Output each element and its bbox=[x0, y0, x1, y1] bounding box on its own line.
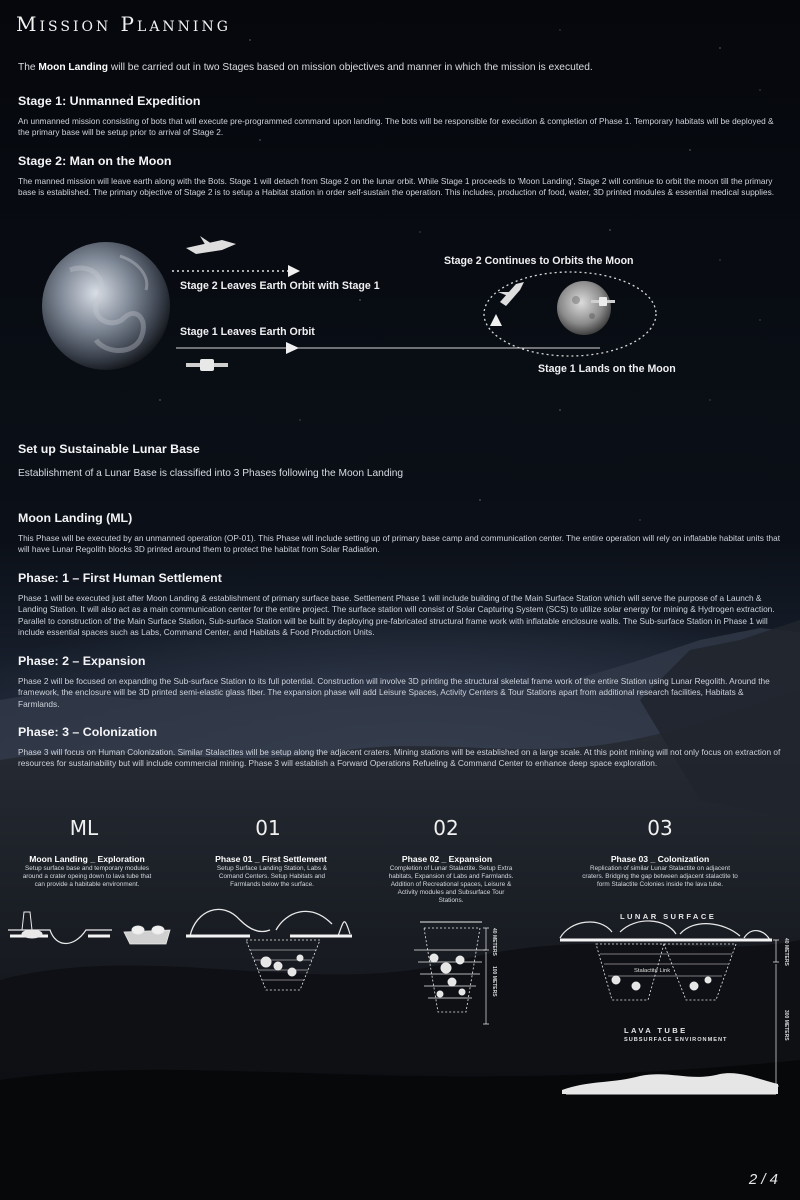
diagram-ml-desc: Setup surface base and temporary modules around a crater opeing down to lava tube that can provide a habitable environment. bbox=[22, 865, 152, 888]
stage1-text: An unmanned mission consisting of bots that will execute pre-programmed command upon landing. The bots will be responsible for execution & completion of Phase 1. Temporary habitats will be deployed & the primary base will be setup prior to arrival of Stage 2. bbox=[18, 116, 774, 138]
diagram-02-number: 02 bbox=[433, 816, 459, 840]
label-40-meters-phase02: 40 METERS bbox=[491, 928, 497, 956]
diagram-ml-title: Moon Landing _ Exploration bbox=[29, 854, 145, 864]
label-subsurface-env: SUBSURFACE ENVIRONMENT bbox=[624, 1037, 728, 1043]
phase2-heading: Phase: 2 – Expansion bbox=[18, 654, 146, 668]
diagram-02-title: Phase 02 _ Expansion bbox=[401, 854, 493, 864]
diagram-03-desc: Replication of similar Lunar Stalactite on adjacent craters. Bridging the gap between adjacent stalactite to form Stalactite Colonies inside the lava tube. bbox=[582, 865, 738, 888]
stage2-heading: Stage 2: Man on the Moon bbox=[18, 154, 172, 168]
moon-illustration bbox=[557, 281, 611, 335]
diagram-01-number: 01 bbox=[255, 816, 281, 840]
phase-ml-text: This Phase will be executed by an unmanned operation (OP-01). This Phase will include setting up of primary base camp and communication center. The entire operation will rely on inflatable habitat units that will have Lunar Regolith blocks 3D printed around them to protect the habitat from Solar Radiation. bbox=[18, 533, 781, 555]
page-title: Mission Planning bbox=[16, 12, 231, 36]
diagram-01-title: Phase 01 _ First Settlement bbox=[215, 854, 327, 864]
diagram-01-desc: Setup Surface Landing Station, Labs & Comand Centers. Setup Habitats and Farmlands below the surface. bbox=[216, 865, 328, 888]
phase-ml-heading: Moon Landing (ML) bbox=[18, 511, 133, 525]
base-heading: Set up Sustainable Lunar Base bbox=[18, 442, 200, 456]
intro-text-post: will be carried out in two Stages based on mission objectives and manner in which the mission is executed. bbox=[108, 62, 593, 73]
base-subtitle: Establishment of a Lunar Base is classified into 3 Phases following the Moon Landing bbox=[18, 468, 404, 479]
phase2-text: Phase 2 will be focused on expanding the Sub-surface Station to its full potential. Construction will involve 3D printing the structural skeletal frame work of the entire Station using Lunar Regolith. Around the framework, the enclosure will be 3D printed semi-elastic glass fiber. The expansion phase will add Leisure Spaces, Activity Centers & Tour Stations apart from additional research facilities, Habitats & Farmlands. bbox=[18, 676, 770, 709]
label-stage2-leaves: Stage 2 Leaves Earth Orbit with Stage 1 bbox=[180, 280, 380, 292]
label-40-meters-phase03: 40 METERS bbox=[783, 938, 789, 966]
label-lava-tube: LAVA TUBE bbox=[624, 1026, 688, 1035]
label-stage1-leaves: Stage 1 Leaves Earth Orbit bbox=[180, 326, 315, 338]
diagram-03-title: Phase 03 _ Colonization bbox=[610, 854, 710, 864]
label-300-meters: 300 METERS bbox=[783, 1010, 789, 1041]
phase1-text: Phase 1 will be executed just after Moon Landing & establishment of primary surface base. Settlement Phase 1 will include building of the Main Surface Station which will serve the purpose of a Launch & Landing Station. It will also act as a main communication center for the entire project. The surface station will consist of Solar Capturing System (SCS) to utilize solar energy for mining & Hydrogen extraction. Parallel to construction of the Main Surface Station, Sub-surface Station will be built by deploying pre-fabricated structural frame work with inflatable enclosure walls. The Sub-surface Station in Phase 1 will include essential spaces such as Labs, Command Center, and Habitats & Food Production Units. bbox=[18, 593, 775, 638]
label-stage2-continues: Stage 2 Continues to Orbits the Moon bbox=[444, 255, 634, 267]
label-lunar-surface: LUNAR SURFACE bbox=[620, 912, 717, 921]
intro-text-pre: The bbox=[18, 62, 39, 73]
phase3-text: Phase 3 will focus on Human Colonization. Similar Stalactites will be setup along the adjacent craters. Mining stations will be established on a large scale. At this point mining will not only focus on extraction of resources for sustainability but will include commercial mining. Phase 3 will establish a Forward Operations Refueling & Command Center to enhance deep space exploration. bbox=[18, 747, 781, 769]
earth-illustration bbox=[42, 242, 170, 370]
label-100-meters: 100 METERS bbox=[491, 966, 497, 997]
intro-paragraph bbox=[18, 62, 778, 73]
stage2-text: The manned mission will leave earth along with the Bots. Stage 1 will detach from Stage 2 on the lunar orbit. While Stage 1 proceeds to 'Moon Landing', Stage 2 will continue to orbit the moon till the primary base is established. The primary objective of Stage 2 is to setup a Habitat station in order self-sustain the operation. This includes, production of food, water, 3D printed modules & essential medical supplies. bbox=[18, 176, 775, 198]
page-number: 2 / 4 bbox=[748, 1171, 778, 1188]
phase3-heading: Phase: 3 – Colonization bbox=[18, 725, 158, 739]
diagram-03-number: 03 bbox=[647, 816, 673, 840]
phase1-heading: Phase: 1 – First Human Settlement bbox=[18, 571, 222, 585]
label-stage1-lands: Stage 1 Lands on the Moon bbox=[538, 363, 676, 375]
intro-text-bold: Moon Landing bbox=[38, 62, 108, 73]
diagram-02-desc: Completion of Lunar Stalactite. Setup Extra habitats, Expansion of Labs and Farmlands. Addition of Recreational spaces, Leisure & Activity modules and Subsurface Tour Stations. bbox=[388, 865, 514, 904]
stage1-heading: Stage 1: Unmanned Expedition bbox=[18, 94, 201, 108]
label-stalactite-link: Stalactite Link bbox=[634, 968, 671, 974]
diagram-ml-number: ML bbox=[69, 816, 99, 840]
